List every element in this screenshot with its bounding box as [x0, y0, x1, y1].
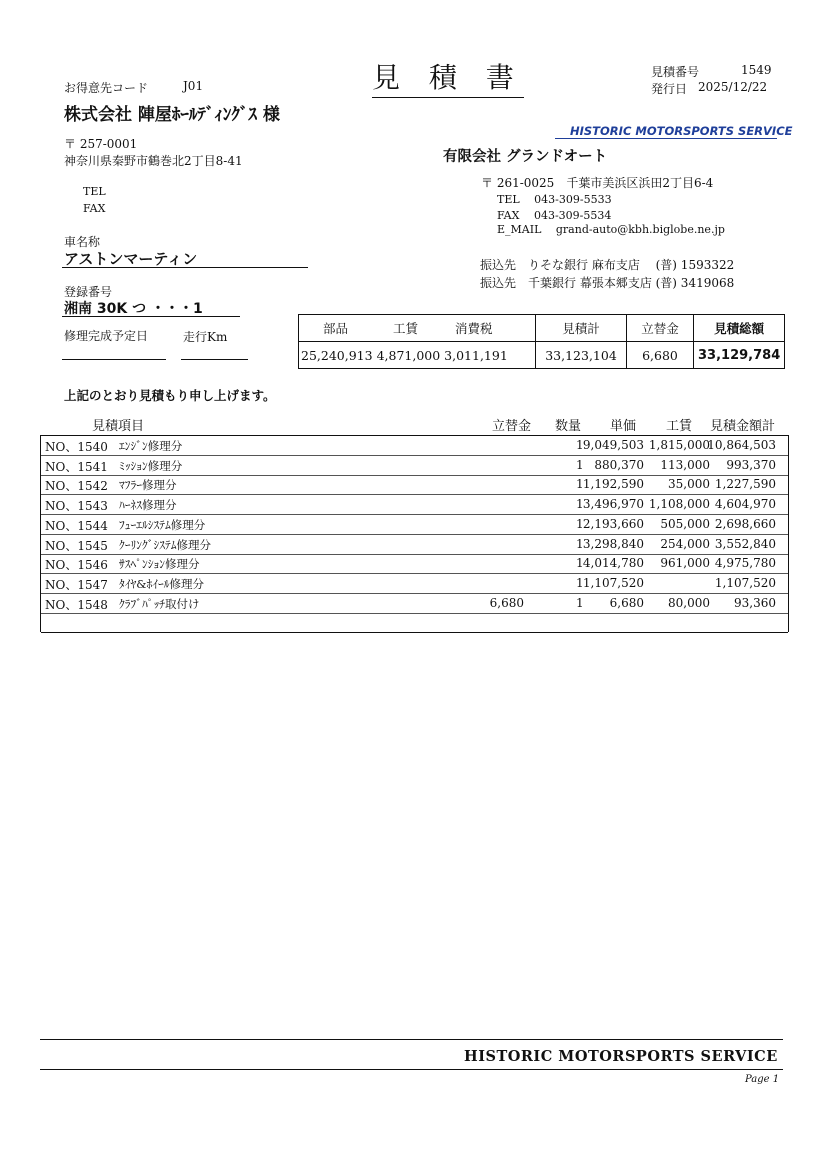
item-unit-price: 1,107,520	[582, 575, 644, 590]
item-total: 3,552,840	[714, 536, 776, 551]
item-labor: 80,000	[668, 595, 710, 610]
table-row-empty	[41, 613, 788, 633]
completion-date-label: 修理完成予定日	[64, 329, 149, 343]
item-unit-price: 2,193,660	[582, 516, 644, 531]
completion-date-line	[62, 359, 166, 360]
item-total: 2,698,660	[714, 516, 776, 531]
item-name: ﾀｲﾔ&ﾎｲｰﾙ修理分	[119, 576, 204, 591]
item-qty: 1	[576, 457, 584, 472]
item-no: NO、1547	[45, 577, 108, 592]
item-labor: 1,815,000	[648, 438, 710, 452]
company-name: 有限会社 グランドオート	[443, 149, 608, 165]
items-header-total: 見積金額計	[710, 419, 776, 434]
item-labor: 505,000	[660, 516, 710, 531]
bank-line-2: 振込先 千葉銀行 幕張本郷支店 (普) 3419068	[480, 276, 735, 290]
item-unit-price: 3,298,840	[582, 536, 644, 551]
company-fax: FAX 043-309-5534	[497, 209, 612, 222]
item-no: NO、1546	[45, 558, 108, 573]
item-name: ﾊｰﾈｽ修理分	[119, 498, 177, 513]
summary-grand-total-value: 33,129,784	[694, 342, 785, 369]
bank-line-1: 振込先 りそな銀行 麻布支店 (普) 1593322	[480, 258, 735, 272]
customer-postal: 〒 257-0001	[64, 137, 138, 151]
mileage-line	[181, 359, 248, 360]
page-number: Page 1	[745, 1074, 780, 1085]
customer-address: 神奈川県秦野市鶴巻北2丁目8-41	[64, 154, 243, 168]
issue-date-label: 発行日	[651, 82, 688, 96]
customer-code-label: お得意先コード	[64, 81, 149, 95]
summary-header-group	[299, 315, 536, 342]
summary-advance-value: 6,680	[627, 342, 694, 369]
items-table	[40, 435, 789, 632]
customer-code: J01	[183, 79, 204, 93]
item-total: 4,604,970	[714, 497, 776, 512]
item-advance: 6,680	[489, 595, 524, 610]
summary-header-tax: 消費税	[454, 321, 493, 336]
summary-header-advance: 立替金	[627, 315, 694, 342]
estimate-no-label: 見積番号	[651, 65, 700, 79]
item-unit-price: 9,049,503	[582, 438, 644, 452]
intro-text: 上記のとおり見積もり申し上げます。	[64, 388, 276, 403]
company-logo-text: HISTORIC MOTORSPORTS SERVICE	[570, 124, 793, 138]
items-header	[40, 415, 788, 433]
table-row	[41, 456, 788, 476]
footer-company: HISTORIC MOTORSPORTS SERVICE	[464, 1048, 778, 1065]
vehicle-name-label: 車名称	[64, 235, 101, 249]
item-total: 10,864,503	[707, 438, 776, 452]
summary-header-estimate-total: 見積計	[536, 315, 627, 342]
customer-tel-label: TEL	[83, 185, 106, 198]
registration-number: 湘南 30K つ ・・・1	[64, 301, 203, 317]
summary-table	[298, 314, 785, 369]
table-row	[41, 594, 788, 614]
item-no: NO、1543	[45, 499, 108, 514]
customer-fax-label: FAX	[83, 202, 106, 215]
item-qty: 1	[576, 516, 584, 531]
footer-rule-bottom	[40, 1069, 783, 1070]
company-logo-underline	[555, 138, 777, 139]
item-total: 1,227,590	[714, 477, 776, 492]
vehicle-name: アストンマーティン	[64, 250, 198, 268]
summary-estimate-total-value: 33,123,104	[536, 342, 627, 369]
summary-header-parts: 部品	[323, 321, 349, 336]
item-labor: 961,000	[660, 556, 710, 571]
summary-labor-value: 4,871,000	[376, 347, 441, 363]
items-header-qty: 数量	[555, 419, 582, 434]
item-name: ｸﾗﾌﾞﾊﾟｯﾁ取付け	[119, 596, 200, 611]
customer-name: 株式会社 陣屋ﾎｰﾙﾃﾞｨﾝｸﾞｽ 様	[64, 105, 280, 125]
item-name: ｸｰﾘﾝｸﾞｼｽﾃﾑ修理分	[119, 537, 211, 552]
item-total: 93,360	[734, 595, 776, 610]
document-title: 見 積 書	[372, 56, 524, 98]
item-qty: 1	[576, 477, 584, 492]
summary-tax-value: 3,011,191	[444, 347, 508, 363]
estimate-no: 1549	[741, 63, 772, 77]
summary-parts-value: 25,240,913	[301, 347, 373, 363]
item-labor: 113,000	[660, 457, 710, 472]
items-header-advance: 立替金	[492, 419, 532, 434]
items-header-labor: 工賃	[666, 419, 693, 434]
item-total: 4,975,780	[714, 556, 776, 571]
item-unit-price: 6,680	[609, 595, 644, 610]
item-no: NO、1544	[45, 518, 108, 533]
item-total: 993,370	[726, 457, 776, 472]
issue-date: 2025/12/22	[698, 80, 768, 94]
item-name: ﾌｭｰｴﾙｼｽﾃﾑ修理分	[119, 517, 206, 532]
table-row	[41, 436, 788, 456]
item-name: ﾐｯｼｮﾝ修理分	[119, 458, 183, 473]
item-qty: 1	[576, 536, 584, 551]
item-name: ﾏﾌﾗｰ修理分	[119, 478, 177, 493]
item-qty: 1	[576, 438, 584, 452]
footer-rule-top	[40, 1039, 783, 1040]
vehicle-name-underline	[62, 267, 308, 268]
item-labor: 1,108,000	[648, 497, 710, 512]
summary-header-labor: 工賃	[392, 321, 418, 336]
table-row	[41, 475, 788, 495]
item-unit-price: 3,496,970	[582, 497, 644, 512]
items-header-unit: 単価	[610, 419, 637, 434]
item-labor: 254,000	[660, 536, 710, 551]
summary-values-group	[299, 342, 536, 369]
item-no: NO、1548	[45, 597, 108, 612]
item-qty: 1	[576, 575, 584, 590]
item-name: ｻｽﾍﾟﾝｼｮﾝ修理分	[119, 557, 200, 572]
item-total: 1,107,520	[714, 575, 776, 590]
items-header-item: 見積項目	[92, 419, 145, 434]
table-row	[41, 574, 788, 594]
registration-label: 登録番号	[64, 285, 113, 299]
item-unit-price: 1,192,590	[582, 477, 644, 492]
company-email: E_MAIL grand-auto@kbh.biglobe.ne.jp	[497, 223, 725, 236]
table-row	[41, 495, 788, 515]
company-address: 〒 261-0025 千葉市美浜区浜田2丁目6-4	[481, 176, 714, 190]
item-qty: 1	[576, 595, 584, 610]
item-no: NO、1540	[45, 440, 108, 454]
item-name: ｴﾝｼﾞﾝ修理分	[119, 439, 183, 453]
item-no: NO、1541	[45, 459, 108, 474]
registration-underline	[62, 316, 240, 317]
summary-header-grand-total: 見積総額	[694, 315, 785, 342]
item-unit-price: 880,370	[594, 457, 644, 472]
mileage-label: 走行Km	[183, 330, 228, 344]
table-row	[41, 554, 788, 574]
item-unit-price: 4,014,780	[582, 556, 644, 571]
company-tel: TEL 043-309-5533	[497, 193, 612, 206]
item-labor: 35,000	[668, 477, 710, 492]
item-no: NO、1542	[45, 479, 108, 494]
item-qty: 1	[576, 497, 584, 512]
item-qty: 1	[576, 556, 584, 571]
table-row	[41, 515, 788, 535]
item-no: NO、1545	[45, 538, 108, 553]
table-row	[41, 535, 788, 555]
